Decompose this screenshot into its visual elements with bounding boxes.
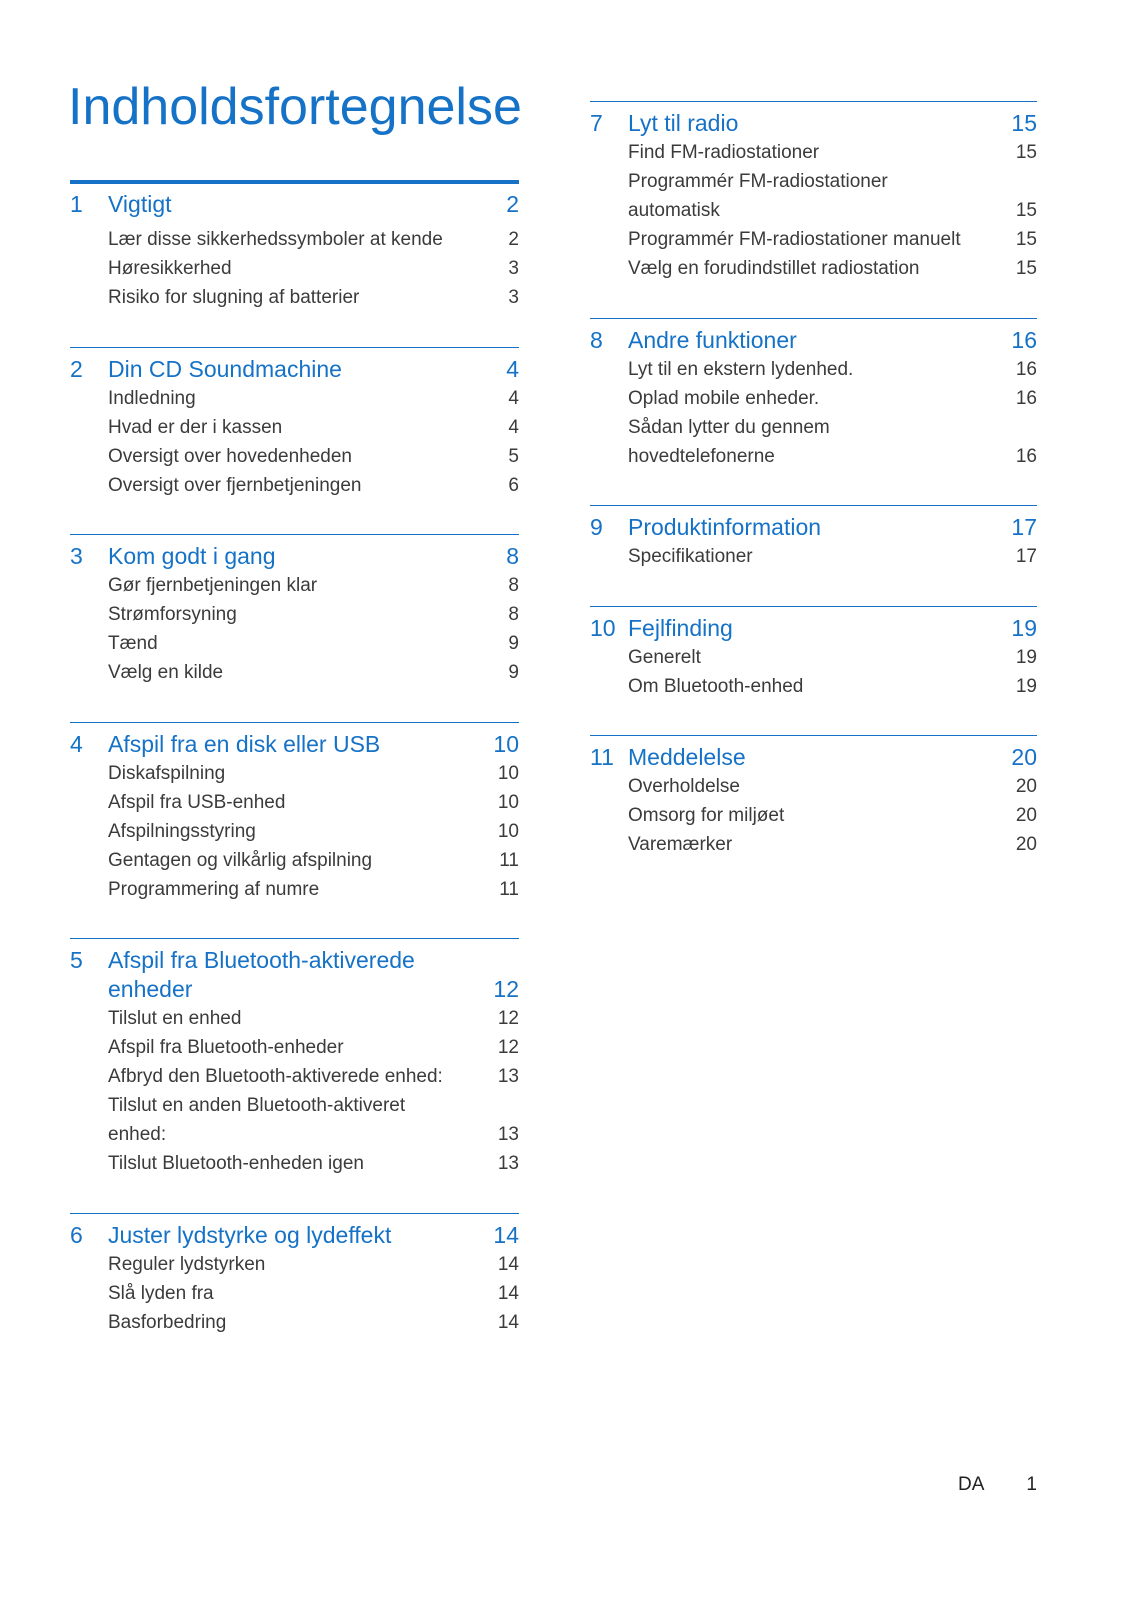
section-number: 6 <box>70 1221 83 1248</box>
entry-indent <box>590 413 628 442</box>
toc-section-10 <box>590 606 1037 701</box>
entry-page-number: 9 <box>508 662 519 683</box>
entry-indent <box>70 629 108 658</box>
entry-indent <box>70 442 108 471</box>
entry-page-number: 14 <box>497 1253 519 1275</box>
section-page-number: 4 <box>506 355 519 382</box>
section-page-number: 19 <box>1011 614 1037 641</box>
toc-entry[interactable] <box>590 772 1037 801</box>
toc-entry[interactable] <box>70 1149 519 1178</box>
entry-title: Reguler lydstyrken <box>108 1253 266 1275</box>
entry-title: Strømforsyning <box>108 604 237 625</box>
entry-page-number: 11 <box>499 878 519 900</box>
entry-indent <box>70 1091 108 1120</box>
toc-entry[interactable] <box>590 643 1037 672</box>
entry-indent <box>70 225 108 254</box>
language-code: DA <box>958 1474 985 1495</box>
section-number <box>70 975 108 1004</box>
entry-page-number: 15 <box>1015 200 1037 221</box>
section-title: Fejlfinding <box>628 614 733 641</box>
toc-entry[interactable] <box>590 384 1037 413</box>
section-page-number: 14 <box>493 1221 519 1248</box>
entry-page-number: 15 <box>1015 229 1037 250</box>
entry-title: Tænd <box>108 633 158 654</box>
toc-entry[interactable] <box>70 413 519 442</box>
entry-title: Varemærker <box>628 834 733 855</box>
section-number: 3 <box>70 543 83 569</box>
toc-section-9 <box>590 505 1037 571</box>
entry-page-number: 20 <box>1015 805 1037 826</box>
section-title: Andre funktioner <box>628 326 797 353</box>
entry-title: Gentagen og vilkårlig afspilning <box>108 849 373 871</box>
entry-title: Programmering af numre <box>108 878 320 900</box>
section-heading[interactable] <box>590 614 1037 643</box>
toc-entry[interactable] <box>70 658 519 687</box>
toc-entry[interactable] <box>590 254 1037 283</box>
toc-entry[interactable] <box>70 1062 519 1091</box>
entry-page-number: 10 <box>497 820 519 842</box>
toc-section-3 <box>70 534 519 687</box>
entry-title: Tilslut en enhed <box>108 1008 242 1029</box>
entry-page-number: 16 <box>1015 387 1037 409</box>
toc-entry[interactable] <box>70 788 519 817</box>
entry-title: Omsorg for miljøet <box>628 805 785 826</box>
entry-title: Om Bluetooth-enhed <box>628 675 804 697</box>
toc-entry[interactable] <box>70 629 519 658</box>
entry-title: Diskafspilning <box>108 762 226 784</box>
entry-page-number: 5 <box>508 445 519 467</box>
entry-page-number: 13 <box>497 1066 519 1087</box>
toc-entry[interactable] <box>70 759 519 788</box>
section-page-number: 16 <box>1011 326 1037 353</box>
entry-title: hovedtelefonerne <box>628 445 775 467</box>
section-title: Din CD Soundmachine <box>108 355 342 382</box>
entry-indent <box>590 254 628 283</box>
entry-indent <box>70 384 108 413</box>
entry-page-number: 16 <box>1015 358 1037 380</box>
entry-indent <box>70 875 108 904</box>
entry-page-number: 9 <box>508 633 519 654</box>
entry-indent <box>590 225 628 254</box>
section-number: 7 <box>590 110 603 136</box>
entry-title: Oversigt over fjernbetjeningen <box>108 474 362 496</box>
entry-page-number: 13 <box>497 1124 519 1145</box>
entry-title: Tilslut Bluetooth-enheden igen <box>108 1153 364 1174</box>
entry-indent <box>590 355 628 384</box>
page-title: Indholdsfortegnelse <box>68 78 522 136</box>
entry-indent <box>70 788 108 817</box>
entry-title: Høresikkerhed <box>108 258 232 279</box>
entry-indent <box>70 254 108 283</box>
entry-indent <box>70 1308 108 1337</box>
section-heading[interactable] <box>590 326 1037 355</box>
entry-page-number: 12 <box>497 1037 519 1058</box>
entry-indent <box>70 1120 108 1149</box>
entry-indent <box>590 384 628 413</box>
toc-entry[interactable] <box>70 1033 519 1062</box>
entry-page-number <box>1013 167 1037 196</box>
entry-indent <box>590 442 628 471</box>
section-page-number: 17 <box>1011 514 1037 540</box>
toc-entry[interactable] <box>590 830 1037 859</box>
entry-page-number: 11 <box>499 849 519 871</box>
toc-entry[interactable] <box>590 138 1037 167</box>
toc-section-1 <box>70 180 519 312</box>
toc-entry[interactable] <box>590 442 1037 471</box>
entry-page-number: 20 <box>1015 776 1037 797</box>
section-number: 4 <box>70 730 83 757</box>
section-page-number: 15 <box>1011 110 1037 136</box>
entry-indent <box>70 817 108 846</box>
entry-page-number: 12 <box>497 1008 519 1029</box>
toc-section-2 <box>70 347 519 500</box>
toc-entry[interactable] <box>70 1120 519 1149</box>
entry-indent <box>70 846 108 875</box>
entry-indent <box>590 801 628 830</box>
entry-title: Find FM-radiostationer <box>628 142 820 163</box>
entry-indent <box>70 571 108 600</box>
entry-title: Afspil fra Bluetooth-enheder <box>108 1037 344 1058</box>
section-number: 9 <box>590 514 603 540</box>
toc-entry[interactable] <box>70 817 519 846</box>
entry-page-number: 14 <box>497 1311 519 1333</box>
entry-indent <box>590 830 628 859</box>
section-number: 1 <box>70 191 83 217</box>
entry-indent <box>70 759 108 788</box>
entry-title: Afspil fra USB-enhed <box>108 791 286 813</box>
entry-title: Oplad mobile enheder. <box>628 387 820 409</box>
entry-page-number: 3 <box>508 287 519 308</box>
section-heading[interactable] <box>590 743 1037 772</box>
entry-page-number: 17 <box>1015 546 1037 567</box>
entry-title: Programmér FM-radiostationer <box>628 171 888 192</box>
entry-title: Vælg en forudindstillet radiostation <box>628 258 920 279</box>
entry-indent <box>590 542 628 571</box>
entry-indent <box>70 1033 108 1062</box>
entry-title: Programmér FM-radiostationer manuelt <box>628 229 961 250</box>
toc-section-8 <box>590 318 1037 471</box>
section-heading[interactable] <box>70 975 519 1004</box>
entry-title: enhed: <box>108 1124 167 1145</box>
entry-title: Afspilningsstyring <box>108 820 256 842</box>
toc-section-5 <box>70 938 519 1178</box>
entry-title: automatisk <box>628 200 720 221</box>
section-page-number: 20 <box>1011 744 1037 770</box>
entry-indent <box>70 283 108 312</box>
toc-entry[interactable] <box>70 1279 519 1308</box>
entry-page-number: 16 <box>1015 445 1037 467</box>
section-number: 8 <box>590 326 603 353</box>
section-page-number: 10 <box>493 730 519 757</box>
entry-indent <box>590 196 628 225</box>
toc-entry[interactable] <box>590 196 1037 225</box>
section-title: Produktinformation <box>628 514 822 540</box>
entry-indent <box>590 167 628 196</box>
entry-indent <box>70 1279 108 1308</box>
toc-entry[interactable] <box>70 1004 519 1033</box>
entry-indent <box>590 672 628 701</box>
section-heading[interactable] <box>70 355 519 384</box>
toc-entry[interactable] <box>70 600 519 629</box>
section-heading[interactable] <box>70 542 519 571</box>
entry-indent <box>70 600 108 629</box>
entry-page-number <box>495 1091 519 1120</box>
toc-entry[interactable] <box>590 542 1037 571</box>
entry-page-number: 15 <box>1015 258 1037 279</box>
toc-entry[interactable] <box>70 1308 519 1337</box>
section-page-number <box>495 946 519 975</box>
section-title: Lyt til radio <box>628 110 739 136</box>
section-title: Afspil fra Bluetooth-aktiverede <box>108 947 415 973</box>
entry-title: Overholdelse <box>628 776 740 797</box>
entry-indent <box>70 1062 108 1091</box>
entry-title: Vælg en kilde <box>108 662 224 683</box>
section-heading[interactable] <box>590 109 1037 138</box>
toc-entry[interactable] <box>590 801 1037 830</box>
entry-page-number: 19 <box>1015 675 1037 697</box>
entry-indent <box>70 413 108 442</box>
entry-indent <box>70 1004 108 1033</box>
entry-indent <box>70 471 108 500</box>
toc-entry[interactable] <box>590 225 1037 254</box>
entry-indent <box>70 658 108 687</box>
entry-title: Lyt til en ekstern lydenhed. <box>628 358 854 380</box>
section-number: 11 <box>590 744 614 770</box>
entry-title: Generelt <box>628 646 701 668</box>
entry-page-number: 14 <box>497 1282 519 1304</box>
toc-section-6 <box>70 1213 519 1337</box>
entry-title: Indledning <box>108 387 196 409</box>
toc-entry[interactable] <box>70 471 519 500</box>
entry-page-number: 2 <box>508 229 519 250</box>
section-heading[interactable] <box>70 190 519 219</box>
section-title: Kom godt i gang <box>108 543 276 569</box>
entry-title: Lær disse sikkerhedssymboler at kende <box>108 229 443 250</box>
toc-entry[interactable] <box>70 254 519 283</box>
entry-indent <box>590 138 628 167</box>
entry-title: Sådan lytter du gennem <box>628 416 830 438</box>
entry-page-number: 19 <box>1015 646 1037 668</box>
section-number: 2 <box>70 355 83 382</box>
section-page-number: 2 <box>506 191 519 217</box>
section-page-number: 12 <box>493 976 519 1002</box>
entry-page-number: 10 <box>497 762 519 784</box>
toc-entry[interactable] <box>590 672 1037 701</box>
entry-title: Tilslut en anden Bluetooth-aktiveret <box>108 1095 406 1116</box>
toc-entry[interactable] <box>70 875 519 904</box>
toc-entry[interactable] <box>70 442 519 471</box>
section-title: Juster lydstyrke og lydeffekt <box>108 1221 392 1248</box>
entry-page-number: 13 <box>497 1153 519 1174</box>
toc-entry[interactable] <box>70 571 519 600</box>
toc-entry[interactable] <box>70 846 519 875</box>
entry-title: Risiko for slugning af batterier <box>108 287 360 308</box>
entry-page-number: 20 <box>1015 834 1037 855</box>
entry-page-number: 4 <box>508 387 519 409</box>
entry-title: Afbryd den Bluetooth-aktiverede enhed: <box>108 1066 443 1087</box>
toc-section-4 <box>70 722 519 904</box>
entry-page-number <box>1013 413 1037 442</box>
toc-entry[interactable] <box>70 1091 519 1120</box>
entry-indent <box>590 772 628 801</box>
entry-indent <box>590 643 628 672</box>
entry-page-number: 15 <box>1015 142 1037 163</box>
toc-section-11 <box>590 735 1037 859</box>
section-heading[interactable] <box>70 1221 519 1250</box>
entry-page-number: 3 <box>508 258 519 279</box>
section-page-number: 8 <box>506 543 519 569</box>
entry-page-number: 10 <box>497 791 519 813</box>
toc-entry[interactable] <box>590 413 1037 442</box>
toc-entry[interactable] <box>70 225 519 254</box>
page-number: 1 <box>1026 1474 1037 1495</box>
entry-title: Hvad er der i kassen <box>108 416 283 438</box>
toc-column-left <box>70 180 519 1371</box>
toc-entry[interactable] <box>70 283 519 312</box>
entry-title: Slå lyden fra <box>108 1282 214 1304</box>
section-heading[interactable] <box>70 946 519 975</box>
toc-section-7 <box>590 101 1037 283</box>
toc-entry[interactable] <box>70 384 519 413</box>
entry-page-number: 8 <box>508 575 519 596</box>
toc-entry[interactable] <box>590 355 1037 384</box>
toc-column-right <box>590 101 1037 894</box>
entry-title: Specifikationer <box>628 546 753 567</box>
toc-entry[interactable] <box>590 167 1037 196</box>
entry-page-number: 8 <box>508 604 519 625</box>
entry-page-number: 6 <box>508 474 519 496</box>
entry-indent <box>70 1149 108 1178</box>
entry-title: Gør fjernbetjeningen klar <box>108 575 318 596</box>
section-title: Vigtigt <box>108 191 172 217</box>
entry-page-number: 4 <box>508 416 519 438</box>
toc-entry[interactable] <box>70 1250 519 1279</box>
section-title: Afspil fra en disk eller USB <box>108 730 381 757</box>
entry-title: Oversigt over hovedenheden <box>108 445 352 467</box>
section-number: 5 <box>70 947 83 973</box>
entry-indent <box>70 1250 108 1279</box>
section-title: enheder <box>108 976 193 1002</box>
section-number: 10 <box>590 614 616 641</box>
section-title: Meddelelse <box>628 744 746 770</box>
section-heading[interactable] <box>70 730 519 759</box>
section-heading[interactable] <box>590 513 1037 542</box>
page-footer <box>940 1473 1037 1497</box>
entry-title: Basforbedring <box>108 1311 227 1333</box>
